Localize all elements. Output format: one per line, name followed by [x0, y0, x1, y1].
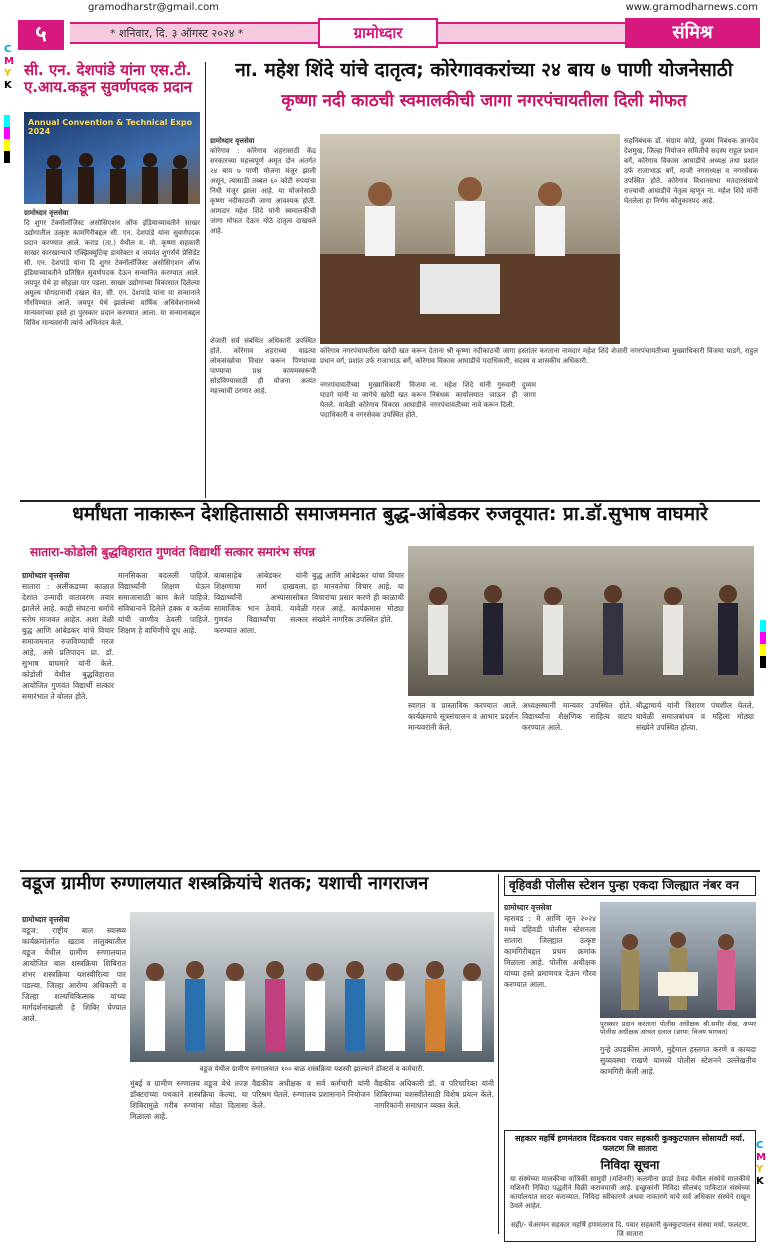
header-email: gramodharstr@gmail.com	[88, 2, 219, 13]
meeting-scene	[320, 134, 620, 344]
story3-col-b: मानसिकता बदलली पाहिजे. विद्यार्थ्यांनी शिक्षण घेऊन समाजासाठी काम केले पाहिजे. संविधानाने दिलेले हक्क व कर्तव्य यांची जाणीव ठेवली पाहिजे. शिक्षण हे वाघिणीचे दूध आहे.	[118, 571, 210, 635]
story2-col-d: ना. महेश शिंदे यांनी गुरुवारी दुय्यम निबंधक कार्यालयात जाऊन ही जागा नगरपंचायतीच्या नावे करून दिली.	[430, 381, 536, 409]
story1-dateline: ग्रामोध्दार वृत्तसेवा	[24, 209, 69, 217]
column-rule	[205, 62, 206, 498]
registration-bar-left	[4, 115, 10, 163]
story4-col-c: वैद्यकीय अधीक्षक व सर्व कर्मचारी यांनी परिश्रम घेतले. रुग्णालय प्रशासनाने नियोजन केले.	[252, 1079, 370, 1110]
story1-headline: सी. एन. देशपांडे यांना एस.टी. ए.आय.कडून सुवर्णपदक प्रदान	[24, 61, 193, 97]
story2-photo	[320, 134, 620, 344]
story5-photo	[600, 902, 756, 1018]
story2-caption: कोरेगाव नगरपंचायतीला खरेदी खत करून देताना श्री कृष्णा नदीकाठची जागा हस्तांतर करताना नामदार महेश शिंदे शेजारी नगरपंचायतीच्या मुख्याधिकारी विजया घाडगे, राहुल प्रधान वर्ग, प्रशांत उर्फ राजाभाऊ बर्गे, कोरेगाव विकास आघाडीचे पदाधिकारी, सदस्य व शासकीय अधिकारी.	[320, 347, 758, 365]
column-rule-2	[498, 874, 499, 1234]
tender-notice	[504, 1130, 756, 1242]
story4-caption: वडूज येथील ग्रामीण रुग्णालयात १०० बाळ शस्त्रक्रिया यशस्वी झाल्याने डॉक्टर्स व कर्मचारी.	[199, 1065, 425, 1073]
story2-headline: ना. महेश शिंदे यांचे दातृत्व; कोरेगावकरांच्या २४ बाय ७ पाणी योजनेसाठी	[235, 59, 733, 81]
story1-photo	[24, 112, 200, 204]
story2-col-b: शेजारी सर्व संबंधित अधिकारी उपस्थित होते. कोरेगाव शहराच्या वाढत्या लोकसंख्येचा विचार करून पिण्याच्या पाण्याचा प्रश्न कायमस्वरूपी सोडविण्यासाठी ही योजना अत्यंत महत्त्वाची ठरणार आहे.	[210, 337, 316, 395]
story4-dateline: ग्रामोध्दार वृत्तसेवा	[22, 915, 70, 924]
story3-dateline: ग्रामोध्दार वृत्तसेवा	[22, 571, 70, 580]
story3-col-d: बुद्ध आणि आंबेडकर यांचा विचार हा मानवतेचा विचार आहे. या विचारांचा प्रसार करणे ही काळाची गरज आहे. कार्यक्रमास मोठ्या संख्येने नागरिक उपस्थित होते.	[312, 571, 404, 624]
header-date: * शनिवार, दि. ३ ऑगस्ट २०२४ *	[110, 27, 244, 40]
section-divider-2	[20, 870, 760, 872]
header-url: www.gramodharnews.com	[625, 2, 758, 13]
group-photo	[408, 546, 754, 696]
cmyk-mark-right: C M Y K	[756, 1140, 766, 1187]
cmyk-mark-left: C M Y K	[4, 44, 14, 91]
page-number: ५	[18, 20, 64, 50]
story3-col-g: बौद्धाचार्य यांनी त्रिशरण पंचशील घेतले. यावेळी समाजबांधव व महिला मोठ्या संख्येने उपस्थित होत्या.	[636, 701, 754, 732]
registration-bar-right	[760, 620, 766, 668]
story2-dateline: ग्रामोध्दार वृत्तसेवा	[210, 137, 255, 145]
story3-photo	[408, 546, 754, 696]
story3-col-a: ग्रामोध्दार वृत्तसेवा सातारा : अलीकडच्या काळात देशात उन्मादी वातावरण तयार झालेले आहे. काही संघटना धर्माचे स्तोम माजवत आहेत. अशा वेळी बुद्ध आणि आंबेडकर यांचे विचार समाजमनात रुजविण्याची गरज आहे, असे प्रतिपादन प्रा. डॉ. सुभाष वाघमारे यांनी केले. कोडोली येथील बुद्धविहारात आयोजित गुणवंत विद्यार्थी सत्कार समारंभात ते बोलत होते.	[22, 571, 114, 701]
story3-col-e: स्वागत व प्रास्ताविक करण्यात आले. कार्यक्रमाचे सूत्रसंचालन व आभार प्रदर्शन मान्यवरांनी केले.	[408, 701, 518, 732]
story2-col-c: नगरपंचायतीच्या मुख्याधिकारी विजया घाडगे यांनी या जागेचे खरेदी खत करून घेतले. यावेळी कोरेगाव विकास आघाडीचे पदाधिकारी व नगरसेवक उपस्थित होते.	[320, 381, 426, 419]
story3-subheadline: सातारा-कोडोली बुद्धविहारात गुणवंत विद्यार्थी सत्कार समारंभ संपन्न	[30, 545, 316, 559]
doctors-group	[130, 912, 494, 1062]
photo-banner-text: Annual Convention & Technical Expo 2024	[28, 118, 193, 136]
notice-title: निविदा सूचना	[600, 1158, 660, 1172]
story4-col-b: मुंबई व ग्रामीण रुग्णालय वडूज येथे तज्ज्ञ डॉक्टरांच्या पथकाने शस्त्रक्रिया केल्या. या शिबिरामुळे गरीब रुग्णांना मोठा दिलासा मिळाला आहे.	[130, 1079, 248, 1121]
section-divider	[20, 500, 760, 502]
police-award-scene	[600, 902, 756, 1018]
story4-photo	[130, 912, 494, 1062]
people-silhouettes	[24, 112, 200, 204]
story2-subheadline: कृष्णा नदी काठची स्वमालकीची जागा नगरपंचायतीला दिली मोफत	[281, 91, 687, 111]
story5-dateline: ग्रामोध्दार वृत्तसेवा	[504, 903, 552, 912]
story2-col-a: ग्रामोध्दार वृत्तसेवा कोरेगाव : कोरेगाव शहरासाठी केंद्र सरकारच्या महत्त्वपूर्ण अमृत दोन अंतर्गत २४ बाय ७ पाणी योजना मंजूर झाली असून, त्यासाठी तब्बल ६० कोटी रुपयांचा निधी मंजूर झाला आहे. या योजनेसाठी कृष्णा नदीकाठची जागा आवश्यक होती. आमदार महेश शिंदे यांनी स्वमालकीची जागा मोफत देऊन मोठे दातृत्व दाखवले आहे.	[210, 137, 316, 235]
notice-body: या संस्थेच्या मालकीचा यांत्रिकी सामुग्री (मशिनरी) कलमीना छाडो ठेवड येथील संस्थेचे मालकीचे मशिनरी निविदा पद्धतीने विक्री करावयाची आहे. इच्छुकांनी निविदा सीलबंद पाकिटात संस्थेच्या कार्यालयात सादर कराव्यात. निविदा स्वीकारणे अथवा नाकारणे याचे सर्व अधिकार संस्थेने राखून ठेवले आहेत.	[510, 1175, 750, 1210]
notice-signature: सही/- चेअरमन सहकार महर्षि हणमंतराव दि. पवार सहकारी कुक्कुटपालन संस्था मर्या. फलटण. जि सातारा	[510, 1221, 750, 1238]
story5-caption: पुरस्कार प्रदान करताना पोलीस अधीक्षक श्री.समीर शेख, अप्पर पोलीस अधीक्षक आंचल दलाल (छाया: विजय भागवत)	[600, 1020, 756, 1036]
story3-col-c: बाबासाहेब आंबेडकर यांनी शिक्षणाचा मार्ग दाखवला. विद्यार्थ्यांनी अभ्यासासोबत सामाजिक भान ठेवावे. यावेळी गुणवंत विद्यार्थ्यांचा सत्कार करण्यात आला.	[214, 571, 308, 635]
story2-col-e: सहनिबंधक डॉ. संग्राम कोडे, दुय्यम निबंधक ज्ञानदेव देशमुख, जिल्हा नियोजन समितीचे सदस्य राहुल प्रधान बर्गे, कोरेगाव विकास आघाडीचे अध्यक्ष तथा प्रशांत उर्फ राजाभाऊ बर्गे, माजी नगराध्यक्ष व नगरसेवक उपस्थित होते. कोरेगाव विधानसभा मतदारसंघाचे राज्याची आघाडीचे नेतृत्व म्हणून ना. महेश शिंदे यांनी घेतलेला हा निर्णय कौतुकास्पद आहे.	[624, 137, 758, 205]
story4-col-d: वैद्यकीय अधिकारी डॉ. व परिचारिका यांनी शिबिराच्या यशस्वीतेसाठी विशेष प्रयत्न केले. नागरिकांनी समाधान व्यक्त केले.	[374, 1079, 494, 1110]
story3-col-f: अध्यक्षस्थानी मान्यवर उपस्थित होते. विद्यार्थ्यांना शैक्षणिक साहित्य वाटप करण्यात आले.	[522, 701, 632, 732]
section-label: संमिश्र	[625, 18, 760, 48]
story4-headline: वडूज ग्रामीण रुग्णालयात शस्त्रक्रियांचे शतक; यशाची नागराजन	[22, 873, 429, 894]
notice-heading: सहकार महर्षि हणमंतराव दिंडकराव पवार सहकारी कुक्कुटपालन सोसायटी मर्या. फलटण जि सातारा	[515, 1134, 745, 1153]
story5-col-b: गुन्हे उघडकीस आणणे, मुद्देमाल हस्तगत करणे व कायदा सुव्यवस्था राखणे यामध्ये पोलीस स्टेशनने उल्लेखनीय कामगिरी केली आहे.	[600, 1045, 756, 1076]
story1-body: ग्रामोध्दार वृत्तसेवा दि शुगर टेक्नॉलॉजिस्ट असोसिएशन ऑफ इंडियाच्यावतीने साखर उद्योगातील उत्कृष्ट कामगिरीबद्दल सी. एन. देशपांडे यांना सुवर्णपदक प्रदान करण्यात आले. कराड (ता.) येथील य. मो. कृष्णा सहकारी साखर कारखान्याचे एक्झिक्युटिव्ह डायरेक्टर व जयवंत शुगर्सचे प्रेसिडेंट सी. एन. देशपांडे यांना दि शुगर टेक्नॉलॉजिस्ट असोसिएशन ऑफ इंडियाच्यावतीने प्रतिष्ठित सुवर्णपदक देऊन सन्मानित करण्यात आले. जयपूर येथे हा सोहळा पार पडला. साखर उद्योगाच्या विकासात दिलेल्या अमूल्य योगदानाची दखल घेत, सी. एन. देशपांडे यांना या सन्मानाने गौरविण्यात आले. जयपूर येथे झालेल्या वार्षिक अधिवेशनामध्ये मान्यवरांच्या हस्ते हा पुरस्कार प्रदान करण्यात आला. या सन्मानाबद्दल विविध मान्यवरांनी त्यांचे अभिनंदन केले.	[24, 209, 200, 327]
newspaper-name: ग्रामोध्दार	[318, 18, 438, 48]
story5-col-a: ग्रामोध्दार वृत्तसेवा म्हसवड : मे आणि जून २०२४ मध्ये दहिवडी पोलीस स्टेशनला सातारा जिल्ह्यात उत्कृष्ट कामगिरीबद्दल प्रथम क्रमांक मिळाला आहे. पोलीस अधीक्षक यांच्या हस्ते प्रमाणपत्र देऊन गौरव करण्यात आला.	[504, 903, 596, 989]
story5-headline: वृहिवडी पोलीस स्टेशन पुन्हा एकदा जिल्ह्यात नंबर वन	[504, 876, 756, 896]
story4-col-a: ग्रामोध्दार वृत्तसेवा वडूज: राष्ट्रीय बाल स्वास्थ्य कार्यक्रमांतर्गत खटाव तालुक्यातील वडूज येथील ग्रामीण रुग्णालयात आयोजित बाल शस्त्रक्रिया शिबिरात शंभर शस्त्रक्रिया यशस्वीरित्या पार पडल्या. जिल्हा आरोग्य अधिकारी व जिल्हा शल्यचिकित्सक यांच्या मार्गदर्शनाखाली हे शिबिर घेण्यात आले.	[22, 915, 126, 1023]
story3-headline: धर्मांधता नाकारून देशहितासाठी समाजमनात बुद्ध-आंबेडकर रुजवूयात: प्रा.डॉ.सुभाष वाघमारे	[72, 503, 708, 525]
